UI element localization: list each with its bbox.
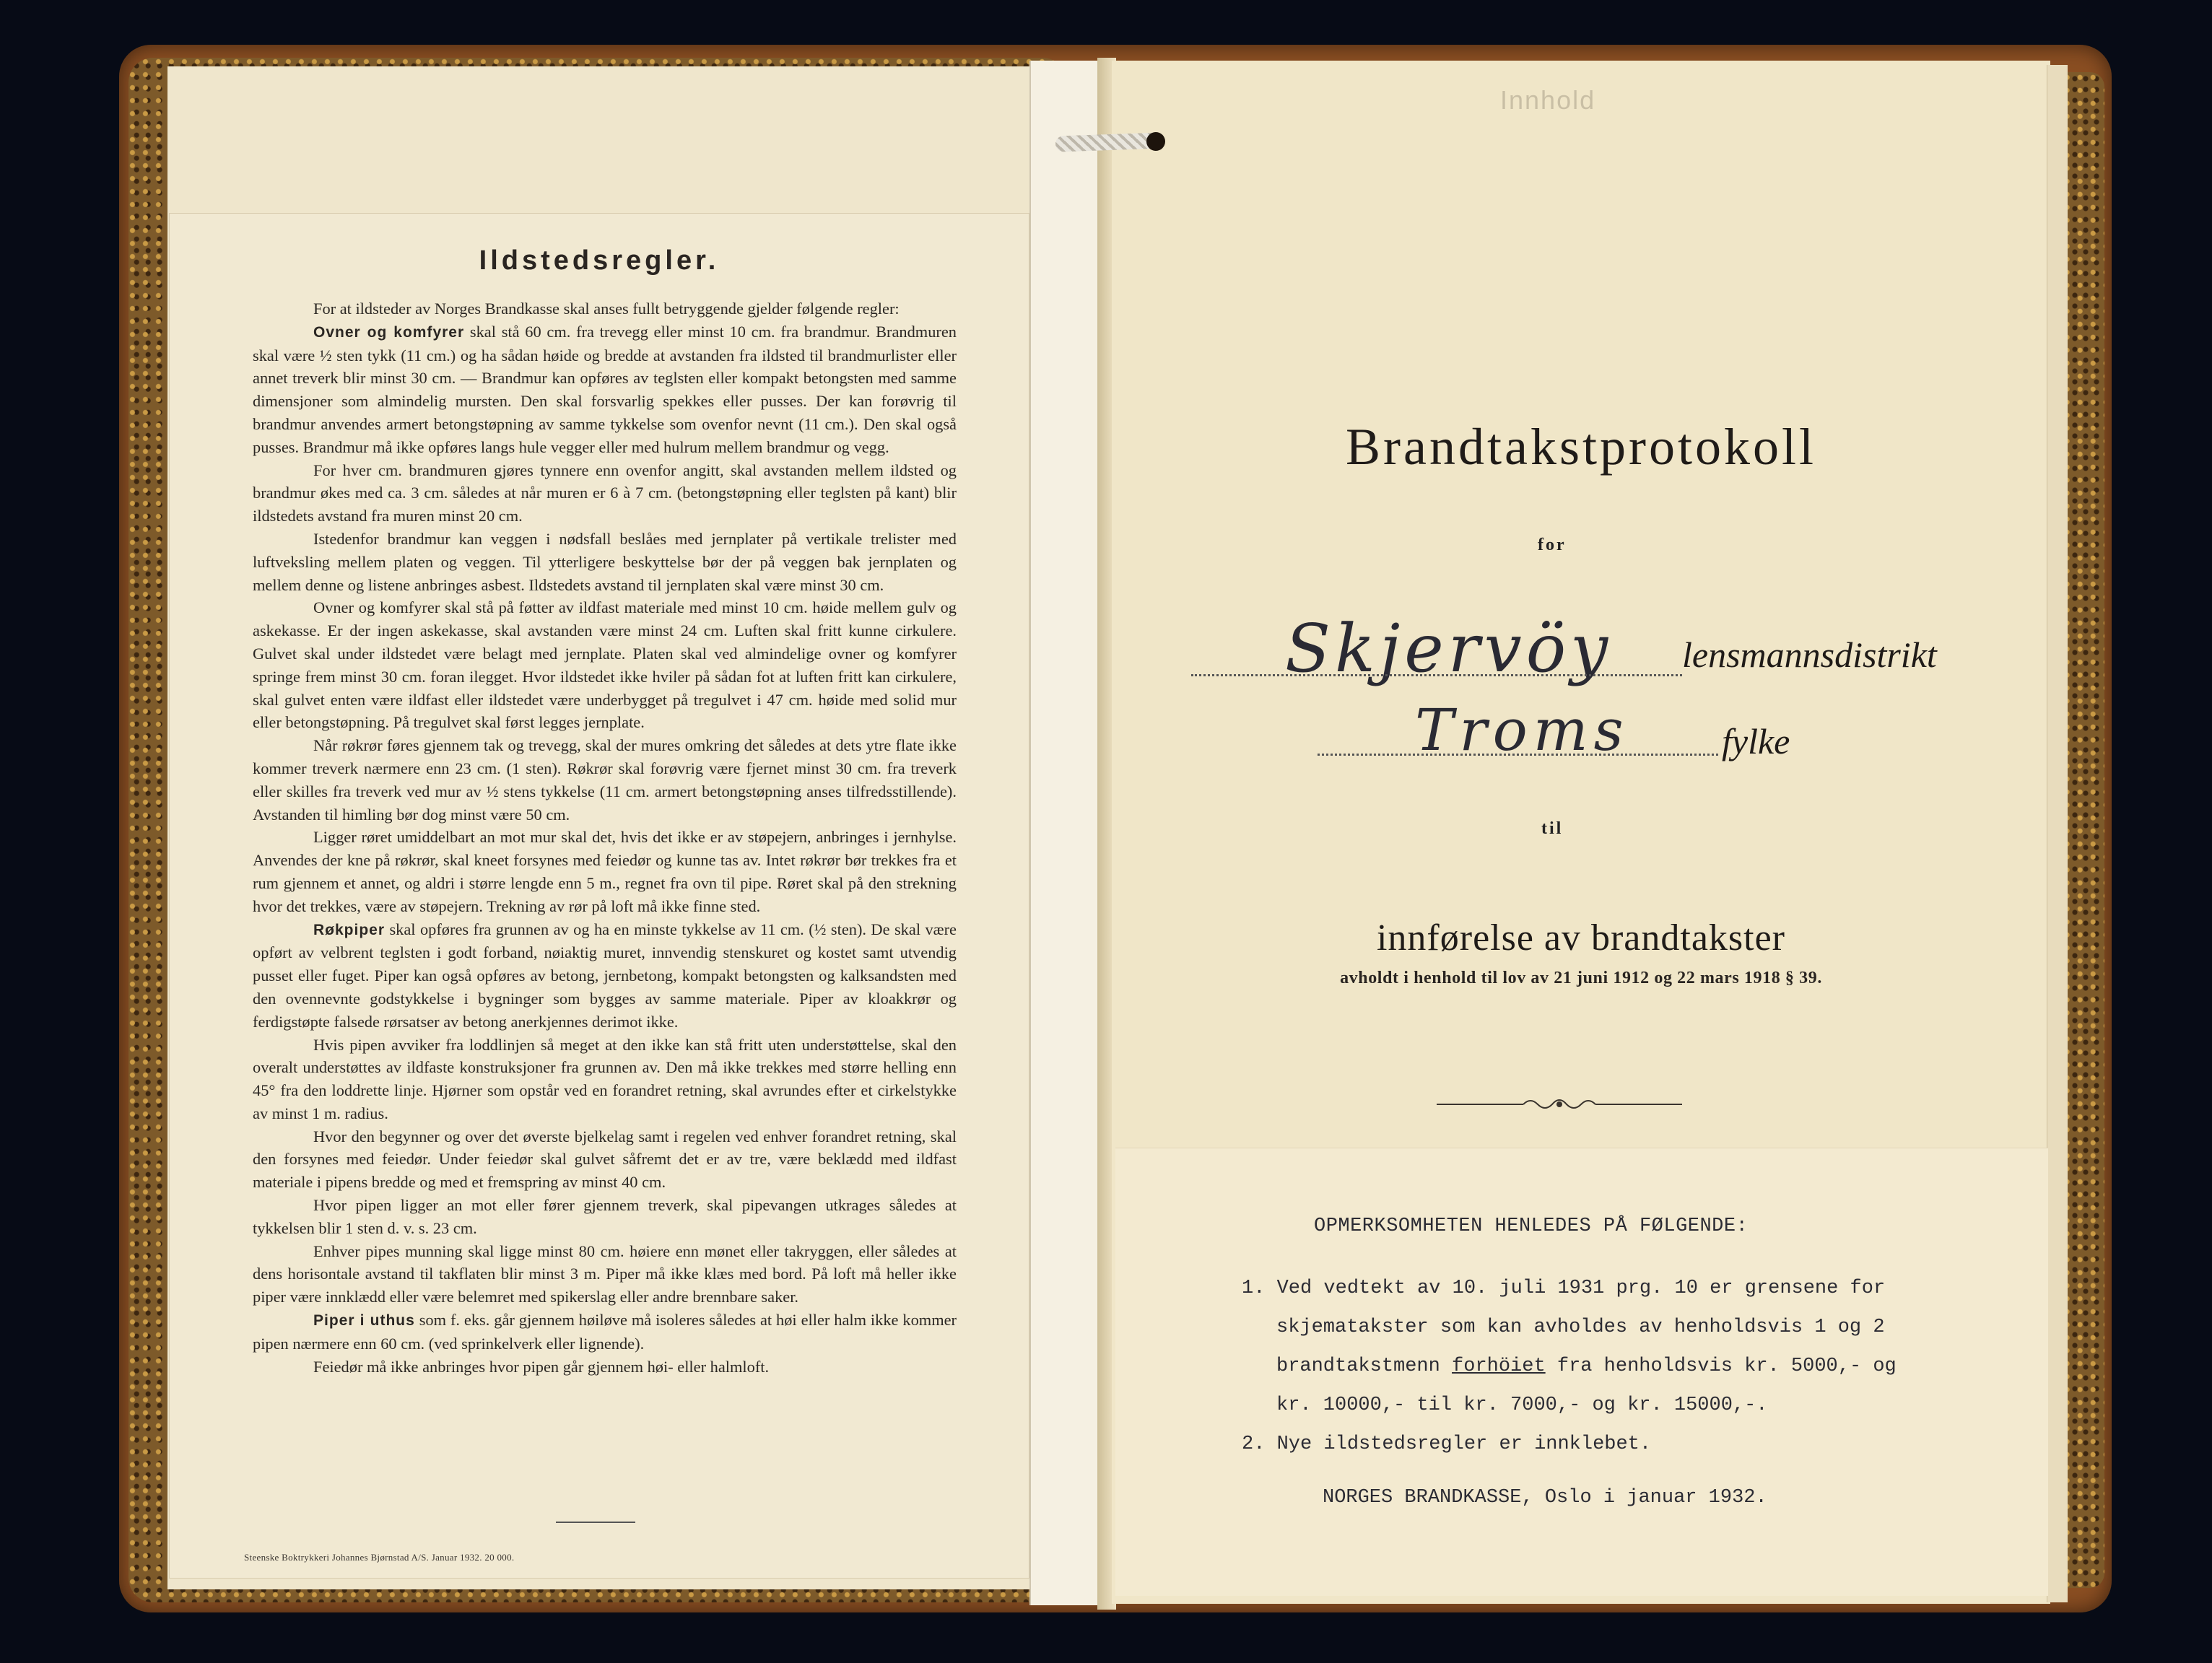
- rules-title: Ildstedsregler.: [479, 245, 720, 276]
- rules-body: [253, 297, 957, 1378]
- ornament-divider: [1437, 1094, 1682, 1115]
- rules-paragraph: [253, 1309, 957, 1356]
- notice-underlined-word: forhöiet: [1452, 1356, 1546, 1377]
- rules-paragraph: [253, 528, 957, 596]
- subtitle: innførelse av brandtakster: [1376, 917, 1785, 959]
- district-handwritten: Skjervöy: [1285, 610, 1613, 687]
- rules-paragraph: [253, 320, 957, 459]
- notice-heading: OPMERKSOMHETEN HENLEDES PÅ FØLGENDE:: [1314, 1215, 1749, 1237]
- rules-paragraph-lead: Røkpiper: [313, 921, 386, 938]
- binding-hole: [1146, 132, 1165, 151]
- rules-paragraph-text: som f. eks. går gjennem høiløve må isoleres således at høi eller halm ikke kommer pipen nærmere enn 60 cm. (ved sprinkelverk eller lignende).: [253, 1311, 957, 1353]
- rules-paragraph-text: Enhver pipes munning skal ligge minst 80 cm. høiere enn mønet eller takryggen, eller således at dens horisontale avstand til takflaten blir minst 3 m. Piper må ikke klæs med bord. På loft må heller ikke piper være innklædd eller være belemret med spikerslag eller andre brennbare saker.: [253, 1241, 957, 1306]
- notice-line-5: 2. Nye ildstedsregler er innklebet.: [1242, 1433, 1652, 1455]
- pencil-note: Innhold: [1500, 85, 1596, 115]
- notice-line-2: skjematakster som kan avholdes av henholdsvis 1 og 2: [1276, 1317, 1885, 1338]
- rules-paragraph: [253, 1125, 957, 1194]
- printer-imprint: Steenske Boktrykkeri Johannes Bjørnstad A/S. Januar 1932. 20 000.: [244, 1552, 515, 1563]
- rules-paragraph-lead: Ovner og komfyrer: [313, 323, 465, 341]
- notice-line-3-a: brandtakstmenn: [1276, 1356, 1453, 1377]
- notice-line-3: [1276, 1356, 1897, 1377]
- rules-paragraph-text: Hvor den begynner og over det øverste bjelkelag samt i regelen ved enhver forandret retning, skal den forsynes med feiedør. Under feiedør skal gulvet såfremt det er av tre, være beklædd med ildfast materiale i pipens bredde og med et fremspring av minst 40 cm.: [253, 1127, 957, 1192]
- notice-line-3-c: fra henholdsvis kr. 5000,- og: [1545, 1356, 1897, 1377]
- county-handwritten: Troms: [1415, 697, 1629, 764]
- rules-paragraph-text: For at ildsteder av Norges Brandkasse skal anses fullt betryggende gjelder følgende regler:: [313, 300, 900, 318]
- rules-paragraph-text: Ovner og komfyrer skal stå på føtter av ildfast materiale med minst 10 cm. høide mellem gulv og askekasse. Er der ingen askekasse, skal avstanden være minst 24 cm. Luften skal fritt kunne cirkulere. Gulvet skal under ildstedet være belagt med jernplate. Platen skal ved almindelige ovner og komfyrer springe frem minst 30 cm. foran ilegget. Hvor ildstedet ikke hviler på sådan fot at luften fritt kan cirkulere, skal gulvet enten være ildfast eller ildstedet være underbygget på tregulvet i 47 cm. høide med solid mur eller betongstøpning. På tregulvet skal først legges jernplate.: [253, 598, 957, 732]
- rules-paragraph-text: Feiedør må ikke anbringes hvor pipen går gjennem høi- eller halmloft.: [313, 1357, 770, 1376]
- rules-paragraph-text: Hvor pipen ligger an mot eller fører gjennem treverk, skal pipevangen utkrages således at tykkelsen blir 1 sten d. v. s. 23 cm.: [253, 1196, 957, 1237]
- rules-paragraph: [253, 826, 957, 917]
- rules-paragraph: [253, 1240, 957, 1309]
- rules-paragraph: [253, 918, 957, 1034]
- rules-paragraph-text: For hver cm. brandmuren gjøres tynnere enn ovenfor angitt, skal avstanden mellem ildsted og brandmur økes med ca. 3 cm. således at når muren er 6 à 7 cm. (betongstøpning eller teglsten på kant) blir ildstedets avstand fra muren minst 20 cm.: [253, 461, 957, 525]
- rules-paragraph: [253, 1194, 957, 1240]
- notice-line-1: 1. Ved vedtekt av 10. juli 1931 prg. 10 er grensene for: [1242, 1278, 1886, 1299]
- rules-paragraph-text: Hvis pipen avviker fra loddlinjen så meget at den ikke kan stå fritt uten understøttelse, skal den overalt understøttes av ildfaste konstruksjoner fra grunnen av. Den må ikke trekkes med større helling enn 45° fra den loddrette linje. Hjørner som opstår ved en forandret retning, skal avrundes efter et cirkelstykke av minst 1 m. radius.: [253, 1035, 957, 1122]
- district-suffix: lensmannsdistrikt: [1682, 634, 1937, 675]
- rules-paragraph-text: skal opføres fra grunnen av og ha en minste tykkelse av 11 cm. (½ sten). De skal være opført av velbrent teglsten i godt forband, nøiaktig muret, innvendig stenskuret og kostet samt utvendig pusset eller fuget. Piper kan også opføres av betong, jernbetong, kompakt betongsten og kalksandsten med den ovennevnte godstykkelse i bygninger som bygges av samme materiale. Piper av kloakkrør og ferdigstøpte falsede rørsatser av betong anerkjennes derimot ikke.: [253, 920, 957, 1031]
- protocol-title: Brandtakstprotokoll: [1346, 418, 1816, 476]
- page-edges: [2047, 65, 2068, 1602]
- rules-paragraph: [253, 297, 957, 320]
- rules-paragraph-text: skal stå 60 cm. fra trevegg eller minst 10 cm. fra brandmur. Brandmuren skal være ½ sten tykk (11 cm.) og ha sådan høide og bredde at avstanden fra ildsted til brandmurlister eller annet treverk blir minst 30 cm. — Brandmur kan opføres av teglsten eller kompakt betongsten med samme dimensjoner som almindelig mursten. Den skal forsvarlig spekkes eller pusses. Der kan forøvrig til brandmur anvendes armert betongstøpning av samme tykkelse som ovenfor nevnt (11 cm.). Den skal også pusses. Brandmur må ikke opføres langs hule vegger eller med hulrum mellem brandmur og vegg.: [253, 322, 957, 456]
- end-rule: [556, 1522, 635, 1523]
- rules-paragraph: [253, 1356, 957, 1379]
- notice-line-4: kr. 10000,- til kr. 7000,- og kr. 15000,-.: [1276, 1394, 1768, 1416]
- county-suffix: fylke: [1722, 721, 1790, 761]
- legal-reference: avholdt i henhold til lov av 21 juni 1912 og 22 mars 1918 § 39.: [1340, 969, 1822, 987]
- til-label: til: [1541, 819, 1564, 838]
- rules-paragraph-lead: Piper i uthus: [313, 1312, 415, 1330]
- rules-paragraph: [253, 459, 957, 528]
- rules-paragraph: [253, 596, 957, 734]
- district-dotted-line: [1191, 674, 1682, 676]
- for-label: for: [1538, 536, 1567, 554]
- county-dotted-line: [1318, 754, 1718, 756]
- rules-paragraph-text: Når røkrør føres gjennem tak og trevegg, skal der mures omkring det således at dets ytre flate ikke kommer treverk nærmere enn 23 cm. (1 sten). Røkrør skal forøvrig være fjernet minst 30 cm. fra treverk eller skilles fra treverk ved mur av ½ stens tykkelse (11 cm. armert betongstøpning anses tilfredsstillende). Avstanden til himling bør dog minst være 50 cm.: [253, 736, 957, 824]
- notice-signature: NORGES BRANDKASSE, Oslo i januar 1932.: [1323, 1487, 1767, 1509]
- rules-paragraph-text: Istedenfor brandmur kan veggen i nødsfall beslåes med jernplater på vertikale trelister med luftveksling mellem platen og veggen. Til ytterligere beskyttelse bør der på veggen bak jernplaten og mellem denne og listene anbringes asbest. Ildstedets avstand til jernplaten skal være minst 30 cm.: [253, 529, 957, 594]
- rules-paragraph: [253, 1034, 957, 1125]
- rules-paragraph-text: Ligger røret umiddelbart an mot mur skal det, hvis det ikke er av støpejern, anbringes i jernhylse. Anvendes der kne på røkrør, skal kneet forsynes med feiedør og kunne tas av. Intet røkrør bør trekkes fra et rum gjennem et annet, og aldri i større lengde enn 5 m., regnet fra ovn til pipe. Røret skal på den strekning hvor det trekkes, være av støpejern. Trekning av rør på loft må ikke finne sted.: [253, 828, 957, 915]
- rules-paragraph: [253, 734, 957, 826]
